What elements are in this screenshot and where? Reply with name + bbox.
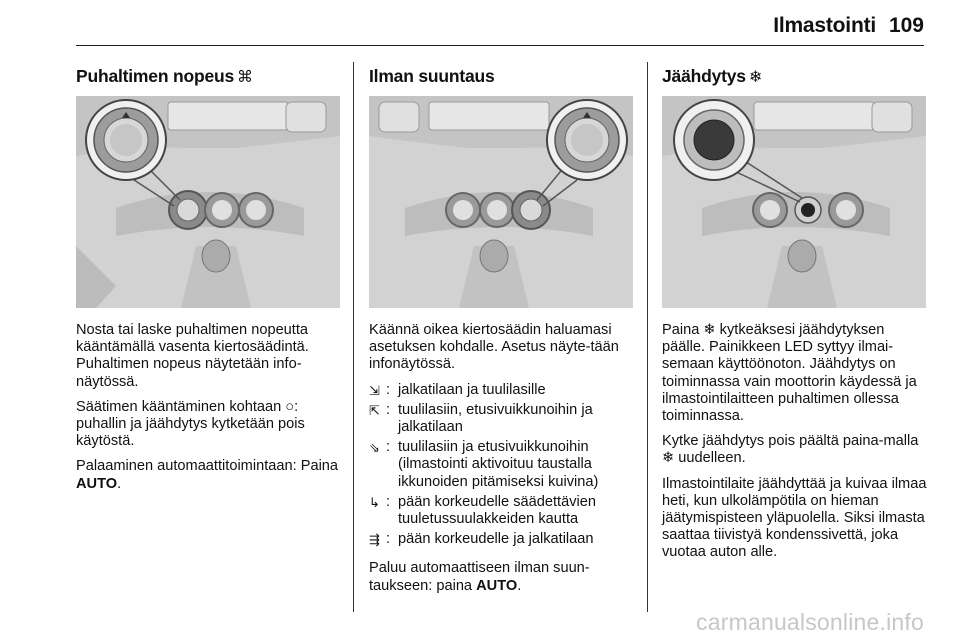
paragraph: Käännä oikea kiertosäädin haluamasi asetuksen kohdalle. Asetus näyte-tään infonäytössä. bbox=[369, 322, 619, 373]
text: uudelleen. bbox=[674, 450, 746, 467]
text: . bbox=[117, 475, 122, 492]
airflow-mode-list bbox=[369, 382, 637, 549]
fan-icon: ⌘ bbox=[237, 69, 253, 86]
section-fan-speed bbox=[76, 66, 341, 501]
text: Paluu automaattiseen ilman suun-taukseen: paina bbox=[369, 560, 590, 594]
section-air-distribution bbox=[369, 66, 637, 603]
list-item bbox=[369, 402, 637, 436]
list-item-text: jalkatilaan ja tuulilasille bbox=[398, 381, 546, 398]
paragraph-auto bbox=[76, 458, 341, 492]
airflow-windscreen-side-icon: ⇘ bbox=[369, 440, 380, 456]
auto-keyword: AUTO bbox=[76, 475, 118, 492]
paragraph-auto bbox=[369, 560, 637, 594]
section-cooling bbox=[662, 66, 927, 570]
airflow-head-icon: ↳ bbox=[369, 494, 380, 510]
column-divider bbox=[647, 62, 648, 612]
paragraph: Ilmastointilaite jäähdyttää ja kuivaa ilmaa heti, kun ulkolämpötila on hieman jäätymispisteen yläpuolella. Siksi ilmasta saattaa tiivistyä kondenssivettä, joka vuotaa auton alle. bbox=[662, 475, 927, 561]
list-item-text: pään korkeudelle säädettävien tuuletussuulakkeiden kautta bbox=[398, 493, 596, 528]
list-item bbox=[369, 531, 637, 548]
snowflake-icon: ❄ bbox=[703, 322, 716, 338]
section-title-text: Jäähdytys bbox=[662, 66, 746, 86]
section-title-text: Puhaltimen nopeus bbox=[76, 66, 235, 86]
airflow-floor-windscreen-icon: ⇲ bbox=[369, 382, 380, 398]
header-title: Ilmastointi bbox=[773, 14, 876, 37]
paragraph: Nosta tai laske puhaltimen nopeutta kääntämällä vasenta kiertosäädintä. Puhaltimen nopeus näytetään info-näytössä. bbox=[76, 322, 309, 390]
list-item-text: pään korkeudelle ja jalkatilaan bbox=[398, 531, 594, 548]
snowflake-icon: ❄ bbox=[662, 450, 675, 467]
paragraph bbox=[662, 322, 927, 425]
illustration-fan-knob bbox=[76, 96, 340, 308]
text: Palaaminen automaattitoimintaan: Paina bbox=[76, 458, 339, 475]
illustration-air-distribution-knob bbox=[369, 96, 633, 308]
header-rule bbox=[76, 45, 924, 46]
section-title: Ilman suuntaus bbox=[369, 66, 495, 86]
text: kytkeäksesi jäähdytyksen päälle. Painikkeen LED syttyy ilmai-semaan käyttöönoton. Jäähdytys on toiminnassa vain moottorin käydessä ja ilmastointilaitteen puhaltimen ollessa toiminnassa. bbox=[662, 322, 917, 425]
list-item bbox=[369, 494, 637, 528]
section-title bbox=[76, 66, 341, 92]
illustration-ac-button bbox=[662, 96, 926, 308]
airflow-windscreen-front-icon: ⇱ bbox=[369, 402, 380, 418]
text: Paina bbox=[662, 322, 704, 338]
separator: : bbox=[386, 381, 391, 398]
list-item-text: tuulilasiin, etusivuikkunoihin ja jalkatilaan bbox=[398, 401, 593, 436]
separator: : bbox=[386, 401, 391, 418]
auto-keyword: AUTO bbox=[476, 577, 518, 594]
list-item bbox=[369, 439, 637, 491]
separator: : bbox=[386, 493, 391, 510]
snowflake-icon: ❄ bbox=[748, 69, 763, 86]
section-title bbox=[662, 66, 927, 92]
airflow-head-floor-icon: ⇶ bbox=[369, 532, 380, 548]
list-item bbox=[369, 382, 637, 399]
column-divider bbox=[353, 62, 354, 612]
watermark: carmanualsonline.info bbox=[696, 609, 924, 635]
separator: : bbox=[386, 531, 391, 548]
separator: : bbox=[386, 439, 391, 456]
list-item-text: tuulilasiin ja etusivuikkunoihin (ilmastointi aktivoituu taustalla ikkunoiden pitämiseksi kuivina) bbox=[398, 439, 599, 490]
page-number: 109 bbox=[888, 14, 924, 37]
text: . bbox=[517, 577, 522, 594]
paragraph bbox=[662, 433, 927, 467]
paragraph: Säätimen kääntäminen kohtaan ○: puhallin ja jäähdytys kytketään pois käytöstä. bbox=[76, 398, 305, 450]
text: Kytke jäähdytys pois päältä paina-malla bbox=[662, 433, 919, 450]
